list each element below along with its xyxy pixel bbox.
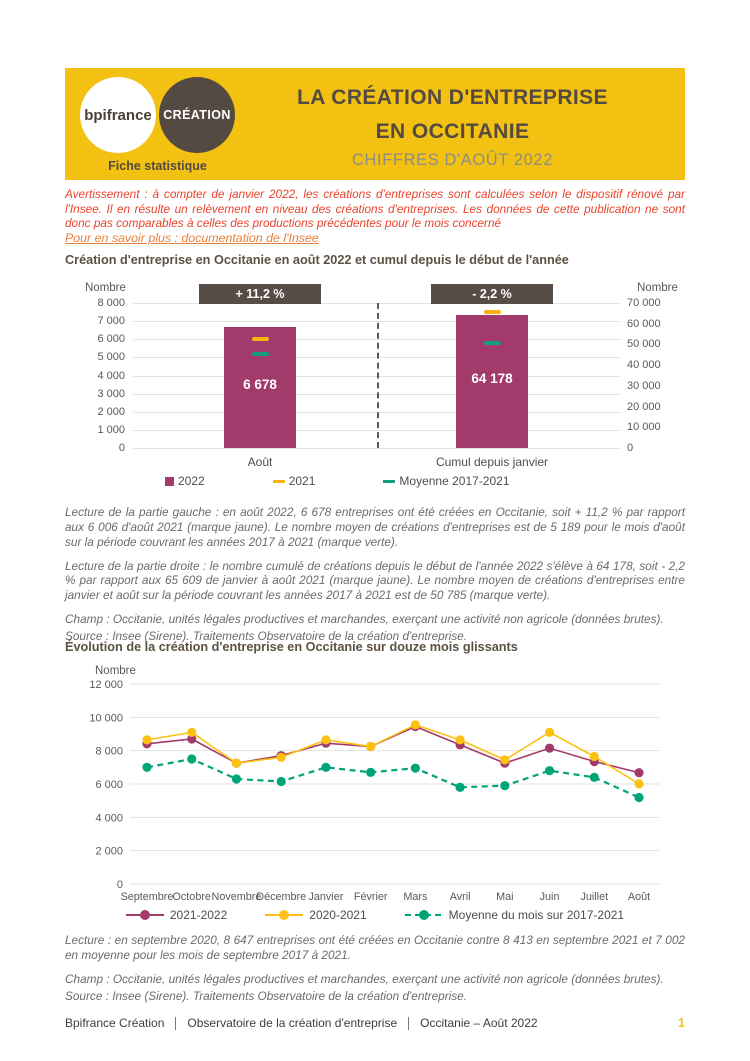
creation-logo <box>159 77 235 153</box>
x-axis-tick: Juillet <box>580 891 609 903</box>
data-point <box>321 763 330 772</box>
page-number: 1 <box>678 1016 685 1030</box>
page-footer <box>65 1016 685 1030</box>
data-point <box>366 742 375 751</box>
left-axis-tick: 6 000 <box>97 333 125 346</box>
y-axis-tick: 8 000 <box>95 745 123 758</box>
left-axis-tick: 3 000 <box>97 387 125 400</box>
footer-divider <box>408 1017 409 1030</box>
legend-item <box>165 474 205 488</box>
legend-item <box>383 474 509 488</box>
data-point <box>277 777 286 786</box>
data-point <box>456 783 465 792</box>
data-point <box>142 763 151 772</box>
page-title-line2: EN OCCITANIE <box>375 119 530 143</box>
legend-label: Moyenne 2017-2021 <box>399 474 510 488</box>
variation-badge: - 2,2 % <box>431 284 553 304</box>
bpifrance-logo <box>80 77 156 153</box>
marker-2021 <box>252 337 269 341</box>
lecture-right-text: Lecture de la partie droite : le nombre cumulé de créations depuis le début de l'année 2022 s'élève à 64 178, soit - 2,2 % par rapport aux 65 609 de janvier à août 2021 (marque jaune). Le nombre moyen de créations d'entreprises entre janvier et août sur la période couvrant les années 2017 à 2021 est de 50 785 (marque verte). <box>65 558 685 603</box>
data-point <box>590 773 599 782</box>
right-axis-tick: 0 <box>627 442 634 454</box>
right-axis-tick: 70 000 <box>627 297 661 309</box>
y-axis-tick: 12 000 <box>89 679 123 691</box>
bar-chart <box>65 278 685 492</box>
data-point <box>232 759 241 768</box>
legend-label: 2020-2021 <box>309 908 367 922</box>
data-point <box>321 735 330 744</box>
legend-label: 2021 <box>288 474 316 488</box>
left-axis-tick: 7 000 <box>97 315 125 328</box>
header-tagline: Fiche statistique <box>108 159 207 173</box>
data-point <box>545 766 554 775</box>
footer-brand: Bpifrance Création <box>65 1016 165 1030</box>
left-axis-tick: 2 000 <box>97 405 125 418</box>
legend-label: 2022 <box>178 474 205 488</box>
legend-swatch-dot <box>279 910 289 920</box>
data-point <box>590 752 599 761</box>
legend-swatch <box>265 910 303 920</box>
footer-divider <box>175 1017 176 1030</box>
line-chart-title: Évolution de la création d'entreprise en Occitanie sur douze mois glissants <box>65 640 518 654</box>
legend-label: 2021-2022 <box>169 908 228 922</box>
header-banner <box>65 68 685 180</box>
creation-logo-text: CRÉATION <box>163 108 231 122</box>
marker-moyenne-2017-2021 <box>252 352 269 356</box>
line-chart-plot <box>65 658 685 906</box>
right-axis-label: Nombre <box>637 282 678 294</box>
legend-swatch <box>165 477 174 486</box>
insee-documentation-link[interactable]: Pour en savoir plus : documentation de l'Insee <box>65 231 319 245</box>
right-axis-tick: 10 000 <box>627 421 661 434</box>
left-axis-tick: 8 000 <box>97 297 125 309</box>
data-point <box>411 764 420 773</box>
insee-warning-text: Avertissement : à compter de janvier 2022, les créations d'entreprises sont calculées selon le dispositif rénové par l'Insee. Il en résulte un relèvement en niveau des créations d'entreprises. Les données de cette publication ne sont donc pas comparables à celles des productions précédentes pour le mois concerné <box>65 187 685 231</box>
legend-swatch <box>405 910 443 920</box>
right-axis-tick: 50 000 <box>627 338 661 351</box>
data-point <box>456 735 465 744</box>
x-axis-tick: Avril <box>449 891 471 903</box>
panel-separator <box>377 303 379 448</box>
y-axis-tick: 6 000 <box>95 779 123 791</box>
data-point <box>142 735 151 744</box>
legend-item <box>265 908 366 922</box>
legend-swatch <box>273 480 285 483</box>
line-chart-captions <box>65 933 685 1005</box>
series-line-Moyenne-du-mois-sur-2017-2021 <box>147 759 639 798</box>
left-axis-tick: 1 000 <box>97 423 125 436</box>
variation-badge: + 11,2 % <box>199 284 321 304</box>
legend-swatch <box>383 480 395 483</box>
x-axis-tick: Juin <box>539 891 560 903</box>
legend-item <box>273 474 316 488</box>
left-axis-tick: 4 000 <box>97 369 125 382</box>
page-title-line1: LA CRÉATION D'ENTREPRISE <box>297 86 608 109</box>
legend-item <box>405 908 624 922</box>
y-axis-tick: 0 <box>116 879 123 891</box>
data-point <box>232 774 241 783</box>
lecture-left-text: Lecture de la partie gauche : en août 2022, 6 678 entreprises ont été créées en Occitanie, soit + 11,2 % par rapport aux 6 006 d'août 2021 (marque jaune). Le nombre moyen de créations d'entreprises est de 5 189 pour le mois d'août sur la période couvrant les années 2017 à 2021 (marque verte). <box>65 505 685 549</box>
source-text: Source : Insee (Sirene). Traitements Observatoire de la création d'entreprise. <box>65 629 468 644</box>
y-axis-tick: 10 000 <box>89 712 123 725</box>
data-point <box>500 781 509 790</box>
x-axis-tick: Novembre <box>211 891 262 903</box>
champ-text: Champ : Occitanie, unités légales productives et marchandes, exerçant une activité non agricole (données brutes). <box>65 612 664 627</box>
left-axis-tick: 5 000 <box>97 351 125 364</box>
line-chart <box>65 658 685 930</box>
marker-moyenne-2017-2021 <box>484 341 501 345</box>
data-point <box>500 755 509 764</box>
data-point <box>545 728 554 737</box>
data-point <box>187 754 196 763</box>
data-point <box>634 779 643 788</box>
bar-value-label: 6 678 <box>243 377 277 393</box>
category-label: Août <box>247 455 273 469</box>
line-chart-legend <box>65 908 685 922</box>
y-axis-tick: 2 000 <box>95 845 123 858</box>
x-axis-tick: Septembre <box>120 891 174 903</box>
category-label: Cumul depuis janvier <box>435 455 549 469</box>
legend-item <box>126 908 227 922</box>
y-axis-label: Nombre <box>95 665 136 677</box>
x-axis-tick: Décembre <box>256 891 307 903</box>
data-point <box>545 744 554 753</box>
bpifrance-logo-text: bpifrance <box>84 106 152 124</box>
legend-label: Moyenne du mois sur 2017-2021 <box>448 908 625 922</box>
left-axis-label: Nombre <box>85 282 126 294</box>
right-axis-tick: 20 000 <box>627 400 661 413</box>
marker-2021 <box>484 310 501 314</box>
x-axis-tick: Janvier <box>308 891 344 903</box>
gridline <box>133 448 620 449</box>
x-axis-tick: Mai <box>496 891 514 903</box>
data-point <box>634 793 643 802</box>
data-point <box>634 768 643 777</box>
legend-swatch-dot <box>419 910 429 920</box>
x-axis-tick: Mars <box>403 891 428 903</box>
footer-region-date: Occitanie – Août 2022 <box>420 1016 538 1030</box>
y-axis-tick: 4 000 <box>95 812 123 825</box>
data-point <box>187 728 196 737</box>
data-point <box>411 720 420 729</box>
bar-chart-title: Création d'entreprise en Occitanie en août 2022 et cumul depuis le début de l'année <box>65 253 569 267</box>
data-point <box>277 753 286 762</box>
page-subtitle: CHIFFRES D'AOÛT 2022 <box>352 151 553 170</box>
right-axis-tick: 30 000 <box>627 379 661 392</box>
title-block <box>250 68 685 180</box>
lecture-text: Lecture : en septembre 2020, 8 647 entreprises ont été créées en Occitanie contre 8 413 en septembre 2021 et 7 002 en moyenne pour les mois de septembre 2017 à 2021. <box>65 933 685 962</box>
logo-block <box>65 68 250 180</box>
right-axis-tick: 40 000 <box>627 359 661 372</box>
footer-observatory: Observatoire de la création d'entreprise <box>187 1016 398 1030</box>
legend-swatch-dot <box>140 910 150 920</box>
left-axis-tick: 0 <box>118 442 125 454</box>
series-line-2021-2022 <box>147 727 639 773</box>
bar-chart-legend <box>165 474 510 488</box>
x-axis-tick: Octobre <box>172 891 211 903</box>
legend-swatch <box>126 910 164 920</box>
data-point <box>366 768 375 777</box>
champ-text: Champ : Occitanie, unités légales productives et marchandes, exerçant une activité non agricole (données brutes). <box>65 971 664 986</box>
bar-value-label: 64 178 <box>471 370 513 386</box>
source-text: Source : Insee (Sirene). Traitements Observatoire de la création d'entreprise. <box>65 988 468 1003</box>
x-axis-tick: Février <box>353 891 388 903</box>
bar-chart-captions <box>65 505 685 646</box>
x-axis-tick: Août <box>627 891 651 903</box>
right-axis-tick: 60 000 <box>627 317 661 330</box>
